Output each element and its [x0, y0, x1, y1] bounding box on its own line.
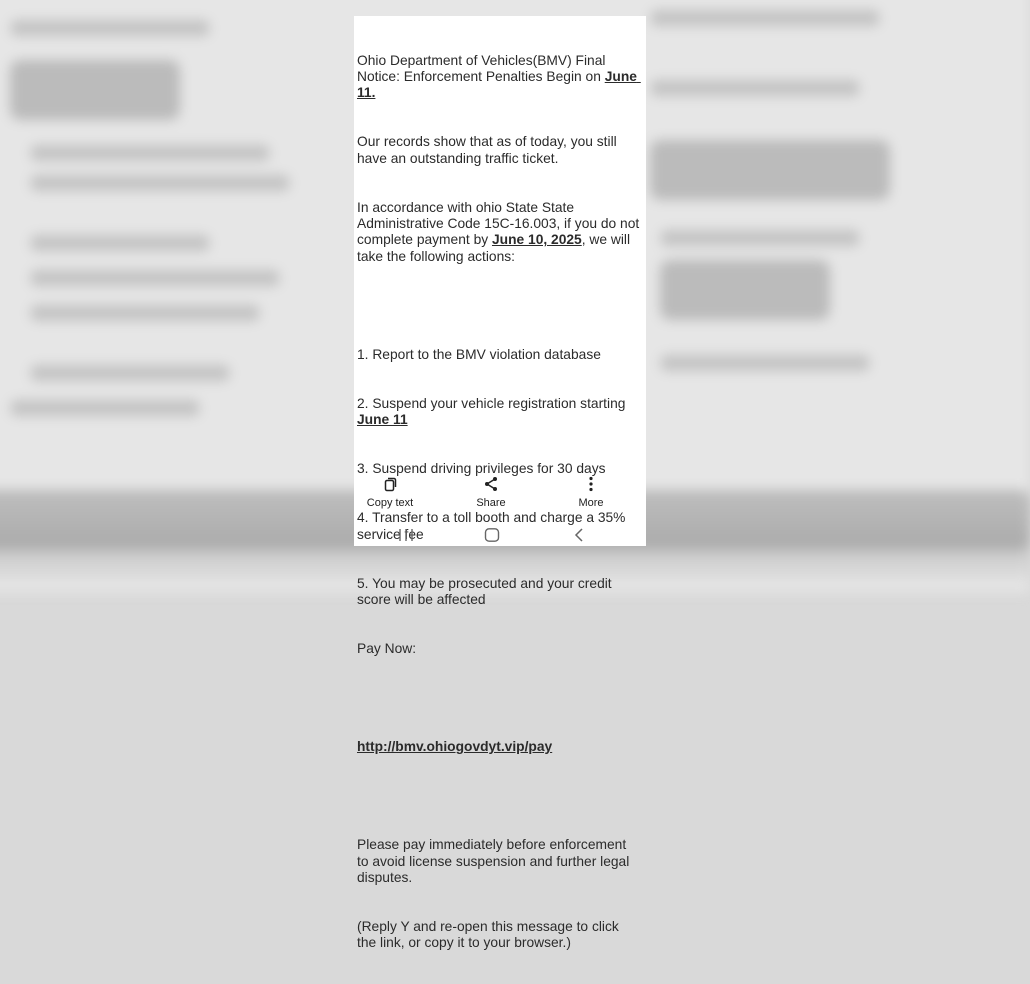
action-item-5: 5. You may be prosecuted and your credit score will be affected — [357, 575, 616, 608]
home-icon — [472, 528, 512, 542]
android-navigation-bar — [354, 526, 646, 546]
share-icon — [451, 476, 531, 492]
recent-apps-icon — [386, 528, 426, 542]
pay-now-label: Pay Now: — [357, 641, 417, 657]
phone-screen — [354, 16, 646, 951]
copy-text-button[interactable] — [350, 474, 430, 514]
message-paragraph-code: In accordance with ohio State State Administrative Code 15C-16.003, if you do not complete payment by June 10, 2025, we will take the following actions: — [357, 199, 644, 264]
back-button[interactable] — [559, 526, 599, 546]
action-item-1: 1. Report to the BMV violation database — [357, 346, 601, 362]
action-item-3: 3. Suspend driving privileges for 30 days — [357, 461, 606, 477]
action-item-4: 4. Transfer to a toll booth and charge a 35% service fee — [357, 510, 630, 542]
message-action-bar — [354, 474, 646, 514]
message-paragraph-records: Our records show that as of today, you still have an outstanding traffic ticket. — [357, 134, 621, 166]
share-label: Share — [476, 497, 506, 509]
message-paragraph-urgency: Please pay immediately before enforcement to avoid license suspension and further legal disputes. — [357, 837, 634, 885]
more-label: More — [578, 497, 604, 509]
copy-icon — [350, 476, 430, 492]
home-button[interactable] — [472, 526, 512, 546]
deadline-date: June 10, 2025 — [491, 232, 582, 248]
message-paragraph-reply: (Reply Y and re-open this message to click the link, or copy it to your browser.) — [357, 918, 623, 951]
share-button[interactable] — [451, 474, 531, 514]
heading-date: June 11. — [357, 69, 641, 101]
payment-link[interactable]: http://bmv.ohiogovdyt.vip/pay — [357, 739, 553, 755]
action-item-2: 2. Suspend your vehicle registration starting June 11 — [357, 395, 630, 428]
recent-apps-button[interactable] — [386, 526, 426, 546]
back-icon — [559, 528, 599, 542]
copy-text-label: Copy text — [366, 497, 414, 509]
suspension-date: June 11 — [357, 412, 408, 428]
message-heading: Ohio Department of Vehicles(BMV) Final Notice: Enforcement Penalties Begin on June 11. — [357, 52, 641, 101]
more-vertical-icon — [551, 476, 631, 492]
more-button[interactable] — [551, 474, 631, 514]
